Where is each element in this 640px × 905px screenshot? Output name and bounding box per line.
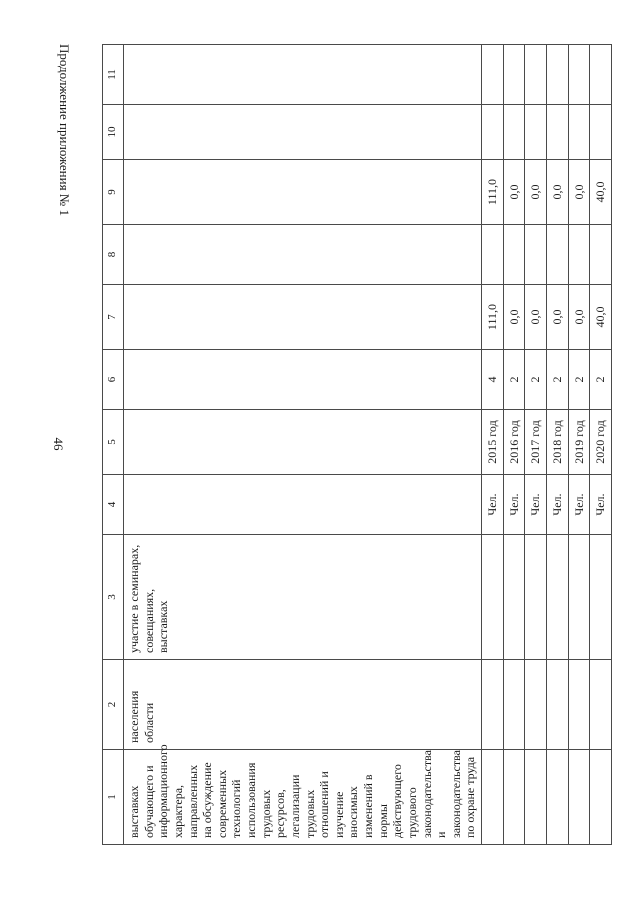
empty-cell	[503, 105, 525, 160]
empty-cell	[124, 285, 482, 350]
empty-cell	[503, 750, 525, 845]
empty-cell	[525, 750, 547, 845]
year-row	[590, 45, 612, 845]
year-row	[568, 45, 590, 845]
column-number: 8	[103, 225, 124, 285]
value-cell: 40,0	[590, 285, 612, 350]
column-number: 9	[103, 160, 124, 225]
value-cell: 0,0	[568, 160, 590, 225]
empty-cell	[124, 160, 482, 225]
value-cell: 111,0	[482, 160, 504, 225]
empty-cell	[124, 475, 482, 535]
activity-row	[124, 45, 482, 845]
year-cell: 2020 год	[590, 410, 612, 475]
empty-cell	[546, 535, 568, 660]
empty-cell	[590, 105, 612, 160]
empty-cell	[482, 535, 504, 660]
year-cell: 2019 год	[568, 410, 590, 475]
year-cell: 2015 год	[482, 410, 504, 475]
empty-cell	[482, 750, 504, 845]
year-cell: 2016 год	[503, 410, 525, 475]
year-row	[546, 45, 568, 845]
value-cell: 2	[568, 350, 590, 410]
empty-cell	[503, 660, 525, 750]
unit-cell: Чел.	[482, 475, 504, 535]
empty-cell	[546, 750, 568, 845]
unit-cell: Чел.	[590, 475, 612, 535]
column-number: 11	[103, 45, 124, 105]
value-cell: 0,0	[568, 285, 590, 350]
empty-cell	[568, 45, 590, 105]
value-cell: 4	[482, 350, 504, 410]
unit-cell: Чел.	[525, 475, 547, 535]
empty-cell	[124, 350, 482, 410]
empty-cell	[590, 45, 612, 105]
value-cell: 111,0	[482, 285, 504, 350]
year-cell: 2017 год	[525, 410, 547, 475]
empty-cell	[124, 410, 482, 475]
rotated-table-container	[102, 45, 608, 845]
column-number: 6	[103, 350, 124, 410]
value-cell: 0,0	[546, 160, 568, 225]
empty-cell	[503, 225, 525, 285]
program-table	[102, 44, 612, 845]
empty-cell	[124, 225, 482, 285]
empty-cell	[525, 535, 547, 660]
value-cell: 0,0	[525, 160, 547, 225]
empty-cell	[546, 225, 568, 285]
column-number: 1	[103, 750, 124, 845]
running-head: Продолжение приложения № 1	[57, 44, 72, 216]
column-number: 4	[103, 475, 124, 535]
unit-cell: Чел.	[568, 475, 590, 535]
activity-description: выставках обучающего и информационного характера, направленных на обсуждение современных технологий использования трудовых ресурсов, легализации трудовых отношений и изучение вносимых изменений в нормы действующего трудового законодательства и законодательства по охране труда	[124, 750, 482, 845]
value-cell: 2	[525, 350, 547, 410]
value-cell: 0,0	[546, 285, 568, 350]
value-cell: 2	[546, 350, 568, 410]
unit-cell: Чел.	[546, 475, 568, 535]
column-number: 10	[103, 105, 124, 160]
empty-cell	[568, 750, 590, 845]
empty-cell	[546, 105, 568, 160]
empty-cell	[525, 660, 547, 750]
unit-cell: Чел.	[503, 475, 525, 535]
empty-cell	[482, 105, 504, 160]
year-cell: 2018 год	[546, 410, 568, 475]
empty-cell	[568, 225, 590, 285]
page-number: 46	[51, 437, 66, 451]
empty-cell	[568, 105, 590, 160]
column-number: 3	[103, 535, 124, 660]
column-number: 7	[103, 285, 124, 350]
empty-cell	[590, 225, 612, 285]
empty-cell	[590, 750, 612, 845]
empty-cell	[124, 45, 482, 105]
empty-cell	[482, 660, 504, 750]
year-row	[525, 45, 547, 845]
value-cell: 0,0	[503, 285, 525, 350]
value-cell: 2	[590, 350, 612, 410]
value-cell: 0,0	[503, 160, 525, 225]
empty-cell	[525, 45, 547, 105]
empty-cell	[590, 535, 612, 660]
year-row	[503, 45, 525, 845]
value-cell: 2	[503, 350, 525, 410]
year-row	[482, 45, 504, 845]
empty-cell	[124, 105, 482, 160]
empty-cell	[482, 225, 504, 285]
empty-cell	[590, 660, 612, 750]
empty-cell	[546, 45, 568, 105]
indicator-name: участие в семинарах, совещаниях, выставках	[124, 535, 482, 660]
empty-cell	[568, 535, 590, 660]
column-number: 2	[103, 660, 124, 750]
column-number: 5	[103, 410, 124, 475]
empty-cell	[482, 45, 504, 105]
empty-cell	[525, 105, 547, 160]
value-cell: 40,0	[590, 160, 612, 225]
empty-cell	[525, 225, 547, 285]
value-cell: 0,0	[525, 285, 547, 350]
empty-cell	[503, 535, 525, 660]
empty-cell	[503, 45, 525, 105]
target-group: населения области	[124, 660, 482, 750]
empty-cell	[568, 660, 590, 750]
empty-cell	[546, 660, 568, 750]
column-number-row	[103, 45, 124, 845]
